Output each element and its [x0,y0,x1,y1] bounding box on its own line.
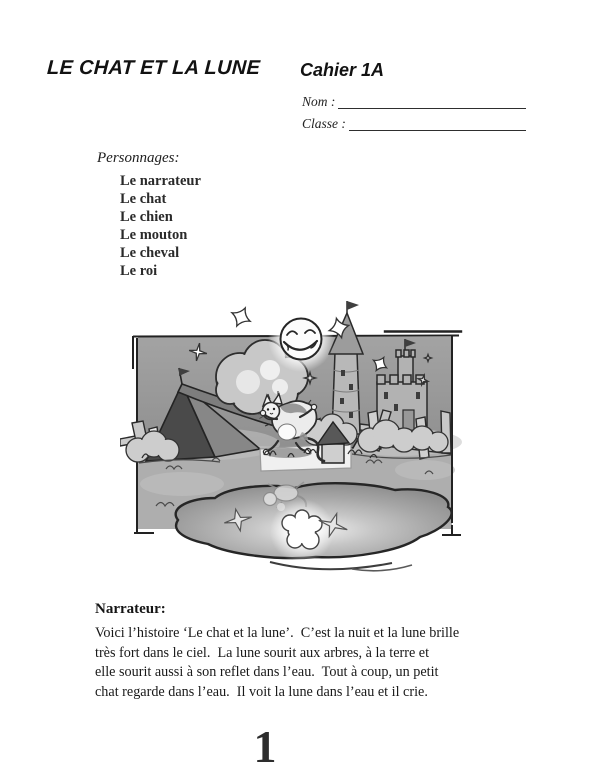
pond [176,482,452,571]
classe-label: Classe : [302,116,346,131]
nom-label: Nom : [302,94,336,109]
moon-icon [281,319,322,360]
personnages-section [97,150,201,280]
narrator-line: elle sourit aussi à son reflet dans l’eau. Tout à coup, un petit [95,664,439,680]
tower-flag-icon [347,301,359,310]
narrator-line: très fort dans le ciel. La lune sourit aux arbres, à la terre et [95,644,430,661]
list-item: Le mouton [120,227,188,243]
nom-field-row [302,91,526,109]
list-item: Le cheval [120,245,180,261]
narrator-line: Voici l’histoire ‘Le chat et la lune’. C’est la nuit et la lune brille [95,625,460,641]
list-item: Le chat [120,191,167,207]
list-item: Le chien [120,209,173,225]
classe-blank-line [349,116,526,131]
page-number: 1 [253,721,277,772]
moon-reflection [282,510,322,549]
narrator-line: chat regarde dans l’eau. Il voit la lune dans l’eau et il crie. [95,683,428,700]
star-icon [228,304,255,331]
story-illustration [120,292,480,582]
narrator-section [95,601,459,702]
page-title: LE CHAT ET LA LUNE [46,57,261,79]
cahier-label: Cahier 1A [300,60,385,80]
list-item: Le roi [120,263,158,279]
classe-field-row [302,113,526,131]
list-item: Le narrateur [120,173,201,189]
nom-blank-line [338,94,526,109]
narrator-heading: Narrateur: [95,601,166,617]
pond-ripple [270,562,392,569]
personnages-heading: Personnages: [97,150,180,166]
cat-belly [278,424,296,440]
